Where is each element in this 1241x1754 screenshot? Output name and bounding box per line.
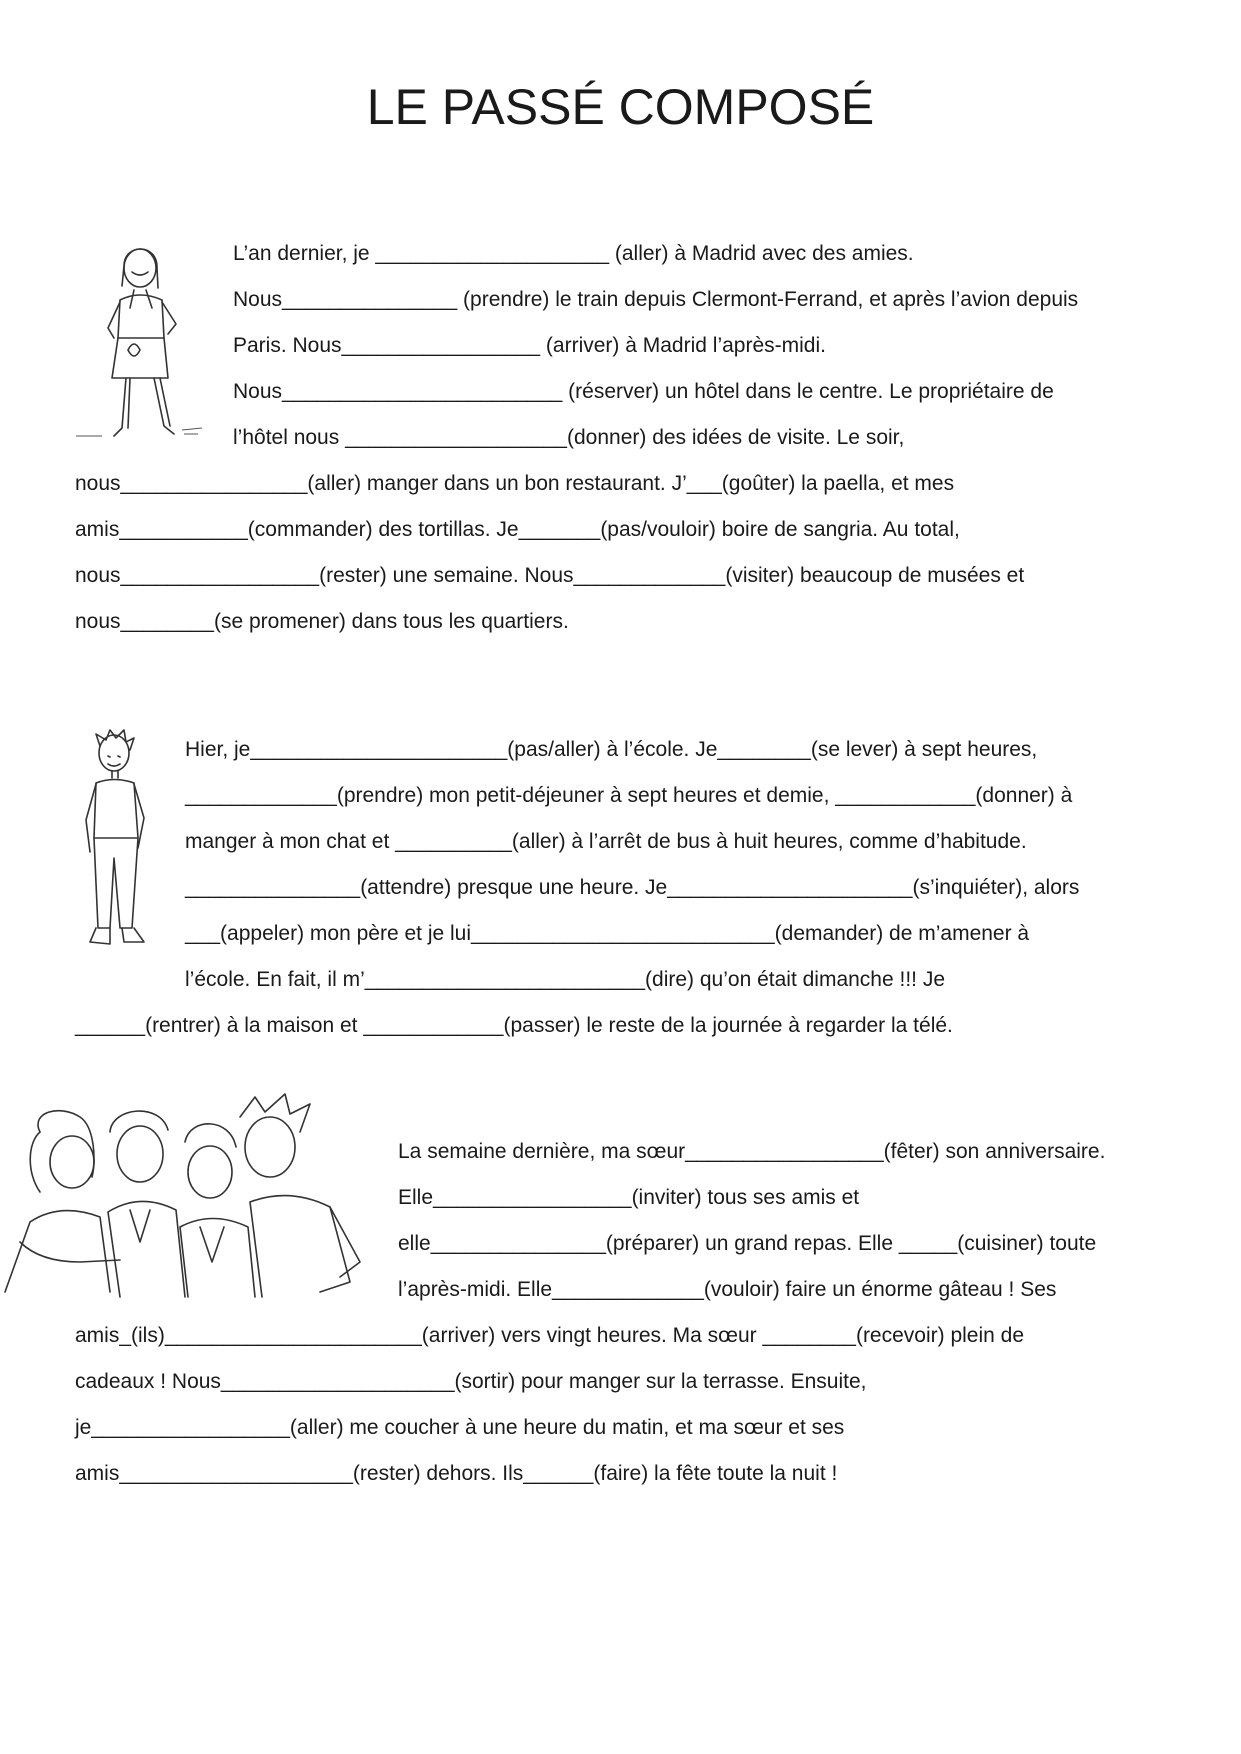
paragraph-2-line: l’école. En fait, il m’________________________(dire) qu’on était dimanche !!! Je bbox=[185, 968, 946, 991]
paragraph-1-line: nous_________________(rester) une semaine. Nous_____________(visiter) beaucoup de musées et bbox=[75, 564, 1025, 587]
paragraph-3-line: amis____________________(rester) dehors. Ils______(faire) la fête toute la nuit ! bbox=[75, 1462, 838, 1485]
paragraph-2-line: manger à mon chat et __________(aller) à l’arrêt de bus à huit heures, comme d’habitude. bbox=[185, 830, 1027, 853]
girl-illustration bbox=[72, 238, 212, 443]
paragraph-2-line: _______________(attendre) presque une heure. Je_____________________(s’inquiéter), alors bbox=[185, 876, 1080, 899]
paragraph-1-line: L’an dernier, je ____________________ (aller) à Madrid avec des amies. bbox=[233, 242, 914, 265]
paragraph-1-line: Paris. Nous_________________ (arriver) à Madrid l’après-midi. bbox=[233, 334, 826, 357]
paragraph-3-line: cadeaux ! Nous____________________(sortir) pour manger sur la terrasse. Ensuite, bbox=[75, 1370, 867, 1393]
paragraph-1-line: nous________________(aller) manger dans un bon restaurant. J’___(goûter) la paella, et mes bbox=[75, 472, 955, 495]
paragraph-3-line: elle_______________(préparer) un grand repas. Elle _____(cuisiner) toute bbox=[398, 1232, 1097, 1255]
paragraph-3-line: La semaine dernière, ma sœur_________________(fêter) son anniversaire. bbox=[398, 1140, 1106, 1163]
paragraph-3-line: je_________________(aller) me coucher à une heure du matin, et ma sœur et ses bbox=[75, 1416, 845, 1439]
group-of-friends-illustration bbox=[0, 1092, 390, 1302]
paragraph-1-line: Nous________________________ (réserver) un hôtel dans le centre. Le propriétaire de bbox=[233, 380, 1054, 403]
paragraph-2-line: ______(rentrer) à la maison et ____________(passer) le reste de la journée à regarder la télé. bbox=[75, 1014, 953, 1037]
paragraph-1-line: amis___________(commander) des tortillas. Je_______(pas/vouloir) boire de sangria. Au total, bbox=[75, 518, 960, 541]
paragraph-3-line: Elle_________________(inviter) tous ses amis et bbox=[398, 1186, 860, 1209]
boy-illustration bbox=[76, 728, 156, 963]
paragraph-1-line: l’hôtel nous ___________________(donner) des idées de visite. Le soir, bbox=[233, 426, 905, 449]
paragraph-1-line: nous________(se promener) dans tous les quartiers. bbox=[75, 610, 569, 633]
paragraph-2-line: Hier, je______________________(pas/aller) à l’école. Je________(se lever) à sept heures, bbox=[185, 738, 1038, 761]
paragraph-1-line: Nous_______________ (prendre) le train depuis Clermont-Ferrand, et après l’avion depuis bbox=[233, 288, 1079, 311]
paragraph-2-line: _____________(prendre) mon petit-déjeuner à sept heures et demie, ____________(donner) à bbox=[185, 784, 1073, 807]
paragraph-2-line: ___(appeler) mon père et je lui__________________________(demander) de m’amener à bbox=[185, 922, 1030, 945]
paragraph-3-line: l’après-midi. Elle_____________(vouloir) faire un énorme gâteau ! Ses bbox=[398, 1278, 1057, 1301]
page-title: LE PASSÉ COMPOSÉ bbox=[366, 79, 875, 135]
paragraph-3-line: amis_(ils)______________________(arriver) vers vingt heures. Ma sœur ________(recevoir) plein de bbox=[75, 1324, 1025, 1347]
